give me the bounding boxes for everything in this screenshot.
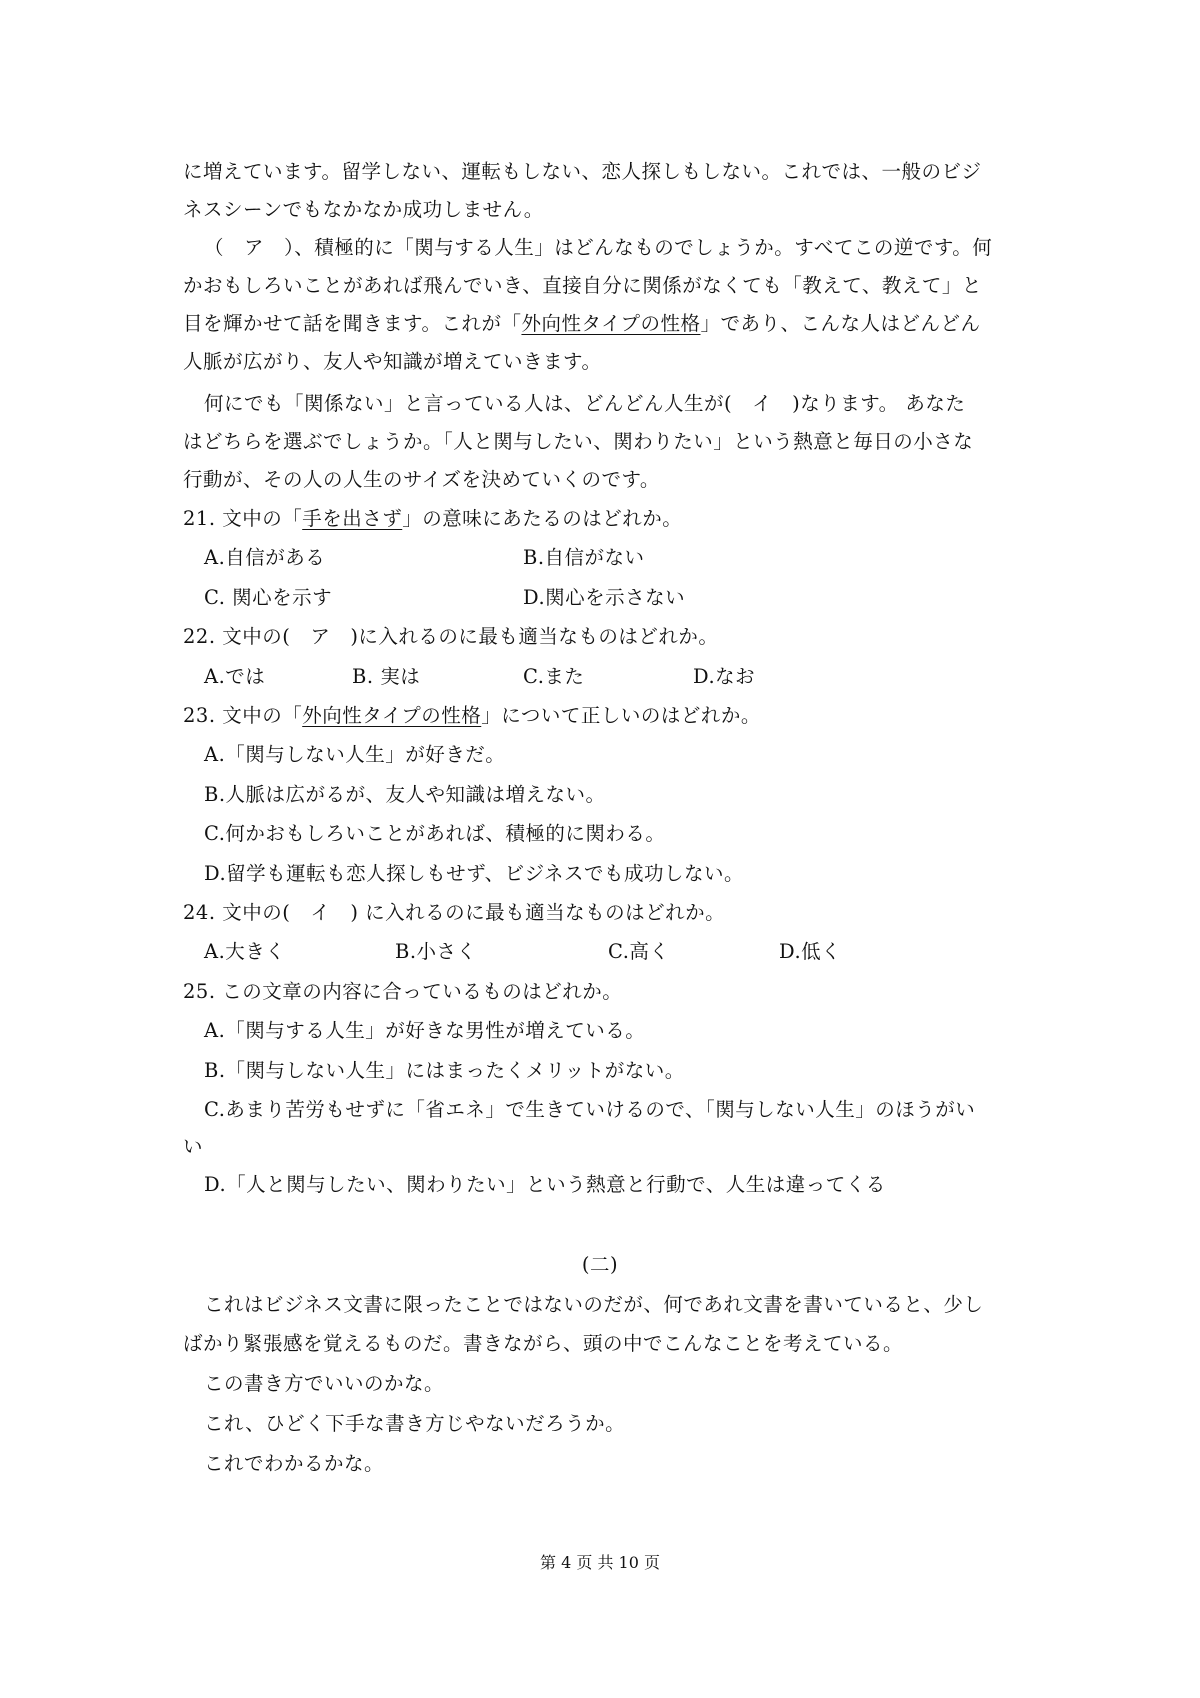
page-number: 第 4 页 共 10 页 [540,1553,660,1572]
option-b: B.人脈は広がるが、友人や知識は増えない。 [204,783,606,806]
option-d: D.「人と関与したい、関わりたい」という熱意と行動で、人生は違ってくる [204,1173,886,1196]
option-c: C.また [523,665,585,688]
option-c: C.高く [608,940,670,963]
passage-line: これ、ひどく下手な書き方じやないだろうか。 [204,1412,626,1435]
passage-line: この書き方でいいのかな。 [204,1372,445,1395]
passage-line: かおもしろいことがあれば飛んでいき、直接自分に関係がなくても「教えて、教えて」と [183,274,982,297]
option-b: B.「関与しない人生」にはまったくメリットがない。 [204,1059,685,1082]
option-a: A.「関与する人生」が好きな男性が増えている。 [204,1019,646,1042]
section-heading: (二) [581,1253,619,1276]
passage-line: これはビジネス文書に限ったことではないのだが、何であれ文書を書いていると、少し [204,1293,984,1316]
option-c: C.何かおもしろいことがあれば、積極的に関わる。 [204,822,666,845]
underlined-phrase: 外向性タイプの性格 [302,704,482,727]
passage-line: これでわかるかな。 [204,1452,385,1475]
passage-line: 何にでも「関係ない」と言っている人は、どんどん人生が( イ )なります。 あなた [204,392,966,415]
passage-line: ばかり緊張感を覚えるものだ。書きながら、頭の中でこんなことを考えている。 [183,1332,904,1355]
passage-line: 行動が、その人の人生のサイズを決めていくのです。 [183,468,660,491]
option-b: B.自信がない [523,546,645,569]
option-c-continuation: い [183,1135,204,1158]
text-run: 」の意味にあたるのはどれか。 [402,507,683,530]
text-run: 21. 文中の「 [183,507,303,530]
question-22: 22. 文中の( ア )に入れるのに最も適当なものはどれか。 [183,625,719,648]
question-23 [183,704,761,728]
option-a: A.自信がある [204,546,326,569]
passage-line: （ ア ）、積極的に「関与する人生」はどんなものでしょうか。すべてこの逆です。何 [204,236,993,259]
text-run: 目を輝かせて話を聞きます。これが「 [183,312,522,335]
passage-line: ネスシーンでもなかなか成功しません。 [183,198,544,221]
underlined-phrase: 手を出さず [302,507,403,530]
option-d: D.関心を示さない [523,586,686,609]
option-b: B. 実は [352,665,421,688]
passage-line [183,312,981,336]
text-run: 」であり、こんな人はどんどん [700,312,981,335]
option-d: D.低く [779,940,842,963]
option-c: C. 関心を示す [204,586,333,609]
question-21 [183,507,682,531]
option-d: D.なお [693,665,756,688]
option-a: A.では [204,665,266,688]
passage-line: に増えています。留学しない、運転もしない、恋人探しもしない。これでは、一般のビジ [183,160,982,183]
text-run: 23. 文中の「 [183,704,303,727]
option-b: B.小さく [395,940,477,963]
option-a: A.大きく [204,940,286,963]
passage-line: はどちらを選ぶでしょうか。「人と関与したい、関わりたい」という熱意と毎日の小さな [183,430,974,453]
underlined-phrase: 外向性タイプの性格 [521,312,701,335]
question-24: 24. 文中の( イ ) に入れるのに最も適当なものはどれか。 [183,901,726,924]
option-c: C.あまり苦労もせずに「省エネ」で生きていけるので、「関与しない人生」のほうがい [204,1098,976,1121]
option-a: A.「関与しない人生」が好きだ。 [204,743,506,766]
text-run: 」について正しいのはどれか。 [481,704,761,727]
passage-line: 人脈が広がり、友人や知識が増えていきます。 [183,350,602,373]
option-d: D.留学も運転も恋人探しもせず、ビジネスでも成功しない。 [204,862,744,885]
question-25: 25. この文章の内容に合っているものはどれか。 [183,980,623,1003]
